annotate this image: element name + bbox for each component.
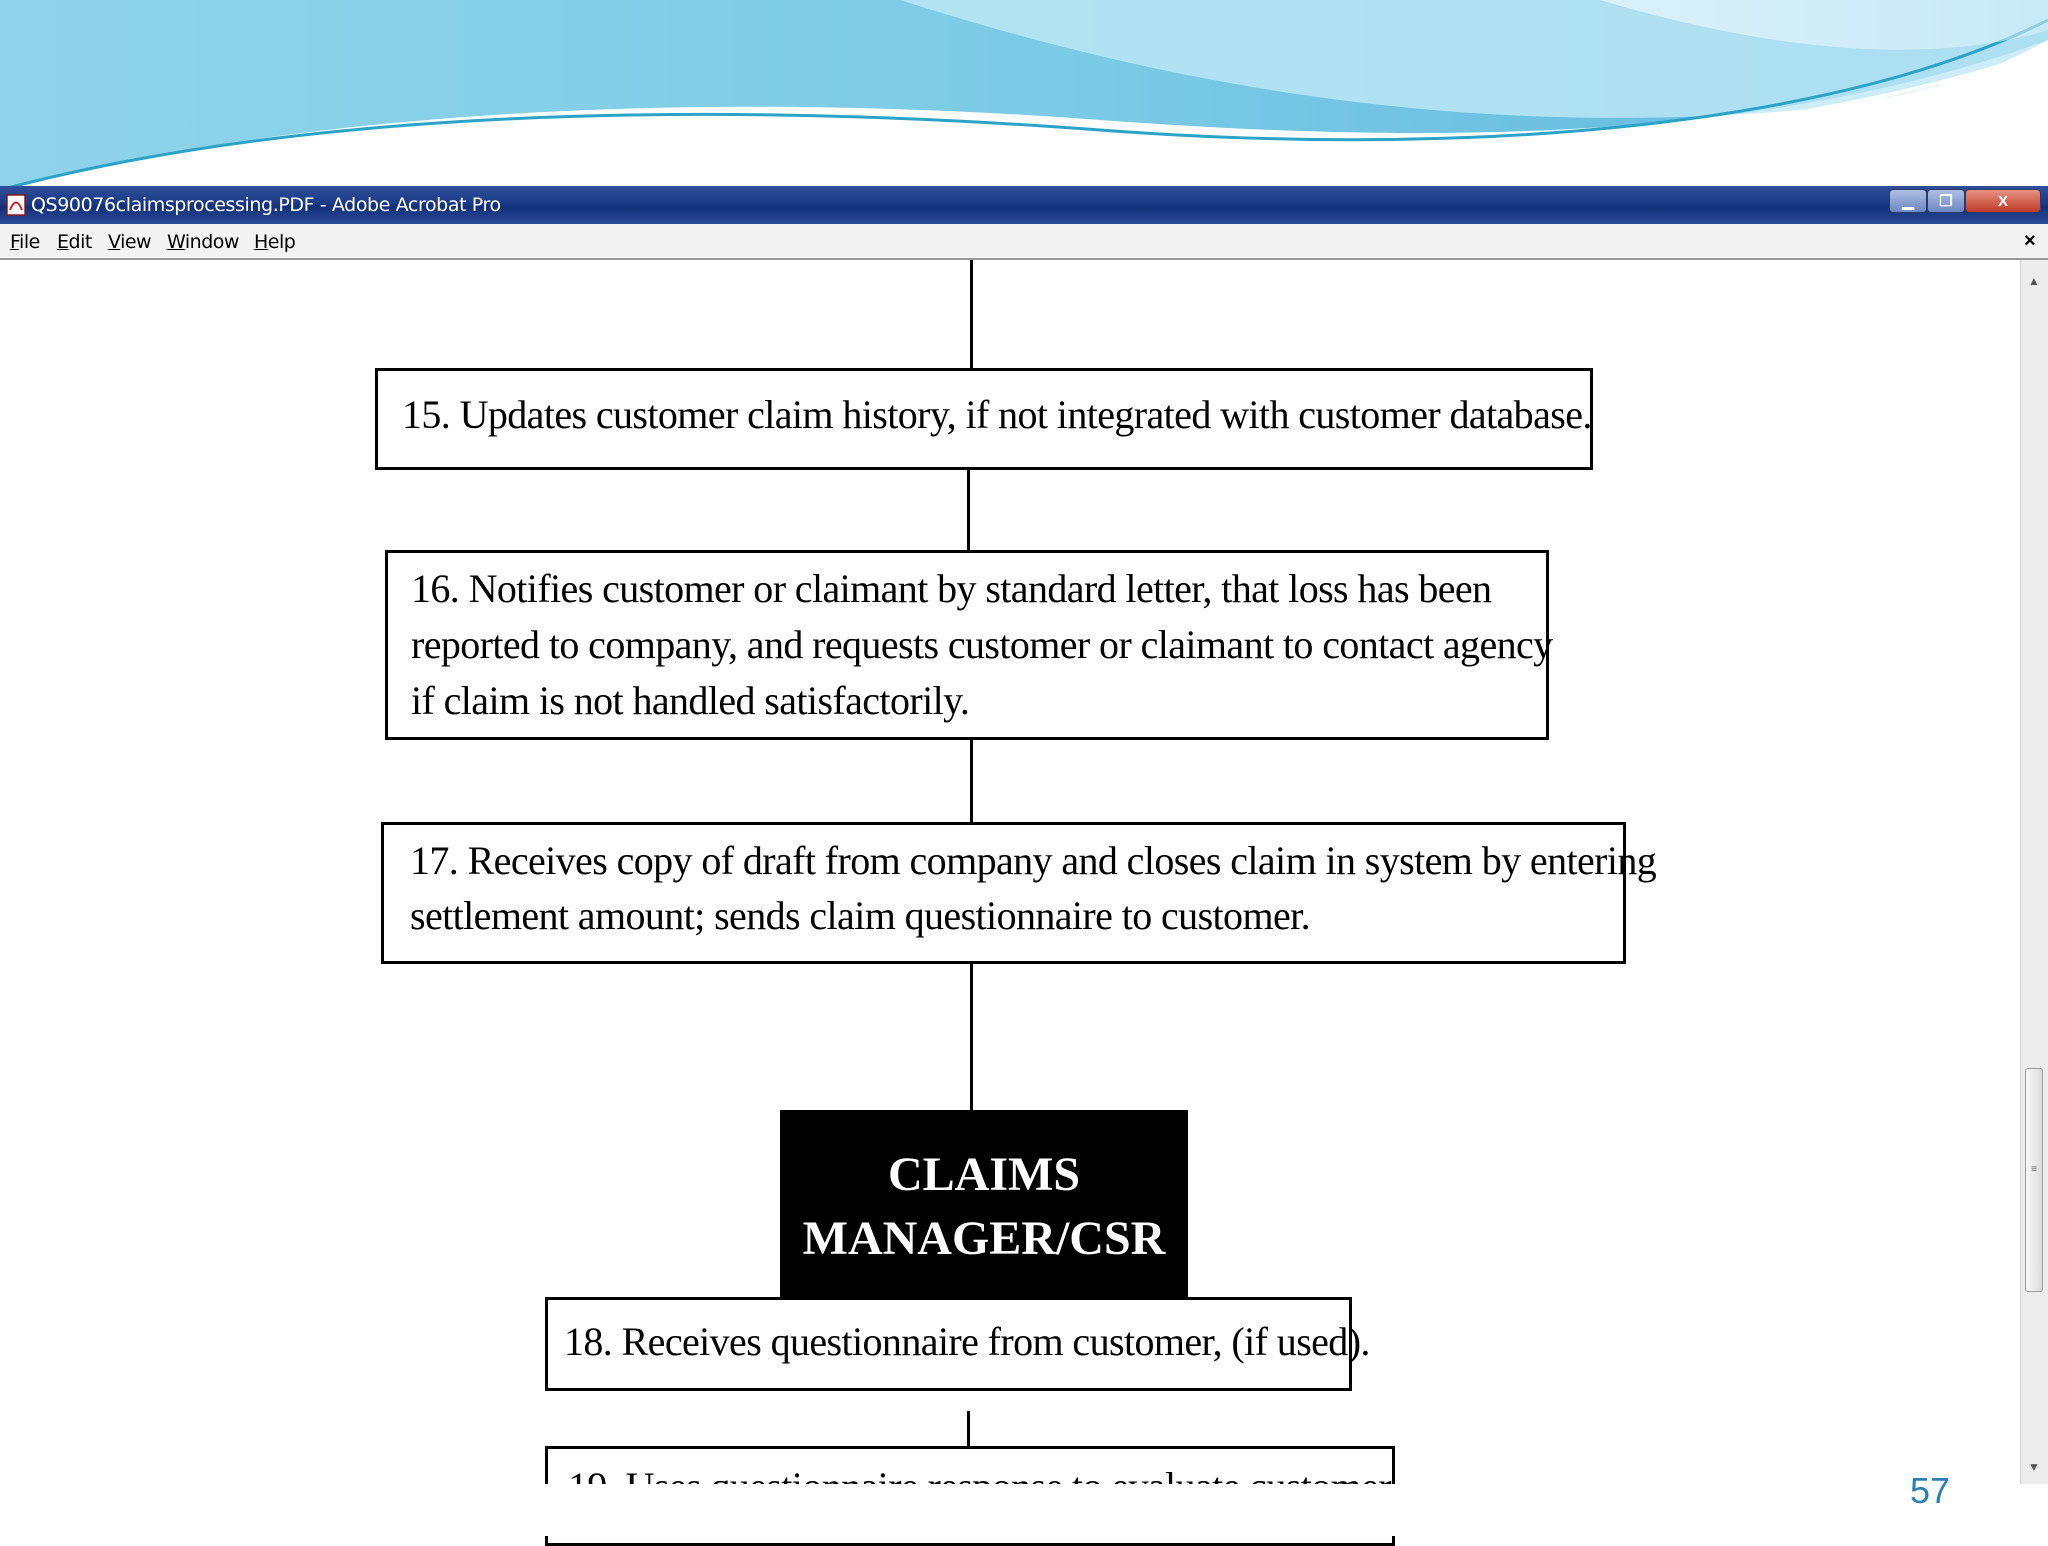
scroll-thumb[interactable]: [2025, 1068, 2043, 1292]
role-label-line: MANAGER/CSR: [802, 1211, 1166, 1265]
flow-step-text: settlement amount; sends claim questionnaire to customer.: [410, 893, 1311, 938]
vertical-scrollbar[interactable]: [2020, 260, 2048, 1484]
connector-line: [970, 260, 973, 370]
menu-file[interactable]: File: [10, 231, 40, 253]
close-window-button[interactable]: X: [1965, 189, 2041, 213]
role-label-box: [780, 1110, 1188, 1303]
window-title: QS90076claimsprocessing.PDF - Adobe Acrobat Pro: [31, 194, 501, 216]
flow-step-text: if claim is not handled satisfactorily.: [411, 678, 970, 723]
minimize-button[interactable]: ▁: [1889, 189, 1927, 213]
menu-view[interactable]: View: [108, 231, 152, 253]
flow-step-text: 16. Notifies customer or claimant by standard letter, that loss has been: [411, 566, 1492, 611]
flow-step-16: [385, 550, 1553, 740]
slide-footer: [0, 1484, 2048, 1536]
window-titlebar[interactable]: [0, 186, 2048, 224]
menu-window[interactable]: Window: [167, 231, 239, 253]
scroll-grip-icon: ≡: [2031, 1164, 2037, 1175]
flow-step-text: 17. Receives copy of draft from company and closes claim in system by entering: [410, 838, 1657, 883]
flow-step-18: [545, 1297, 1370, 1391]
scroll-down-arrow-icon[interactable]: ▼: [2028, 1460, 2040, 1474]
flow-step-text: 15. Updates customer claim history, if not integrated with customer database.: [402, 392, 1592, 437]
connector-line: [967, 468, 970, 560]
scroll-up-arrow-icon[interactable]: ▲: [2028, 274, 2040, 288]
document-view[interactable]: [0, 260, 2020, 1484]
close-document-icon[interactable]: ×: [2024, 230, 2036, 252]
slide-header-waves: [0, 0, 2048, 190]
role-label-line: CLAIMS: [887, 1147, 1081, 1201]
menu-bar: [0, 224, 2048, 260]
flow-step-15: [375, 368, 1593, 470]
maximize-button[interactable]: ❐: [1927, 189, 1965, 213]
flow-step-text: reported to company, and requests customer or claimant to contact agency: [411, 622, 1553, 667]
slide-page-number: 57: [1910, 1470, 1951, 1511]
pdf-icon: [6, 194, 26, 216]
flow-step-text: 18. Receives questionnaire from customer, (if used).: [564, 1319, 1370, 1364]
flow-step-17: [381, 822, 1657, 964]
acrobat-window: [0, 186, 2048, 1484]
menu-help[interactable]: Help: [254, 231, 296, 253]
connector-line: [970, 960, 973, 1110]
menu-edit[interactable]: Edit: [57, 231, 92, 253]
